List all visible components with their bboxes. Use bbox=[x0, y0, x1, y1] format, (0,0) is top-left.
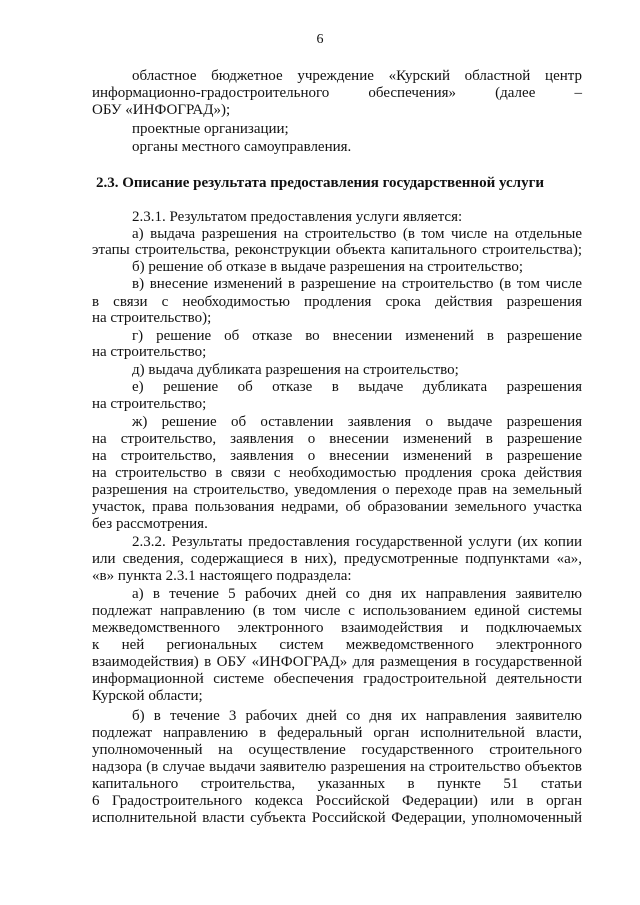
text-line: подлежат направлению в федеральный орган исполнительной власти, bbox=[92, 725, 582, 741]
text-line: к ней региональных систем межведомственного электронного bbox=[92, 637, 582, 653]
text-line: на строительство, заявления о внесении изменений в разрешение bbox=[92, 431, 582, 447]
text-line: без рассмотрения. bbox=[92, 516, 208, 532]
text-line: на строительство; bbox=[92, 396, 207, 412]
text-line: этапы строительства, реконструкции объекта капитального строительства); bbox=[92, 242, 582, 258]
text-line: информационно-градостроительного обеспечения» (далее – bbox=[92, 85, 582, 101]
text-line: е) решение об отказе в выдаче дубликата разрешения bbox=[132, 379, 582, 395]
text-line: межведомственного электронного взаимодействия и подключаемых bbox=[92, 620, 582, 636]
text-line: или сведения, содержащиеся в них), предусмотренные подпунктами «а», bbox=[92, 551, 582, 567]
text-line: ОБУ «ИНФОГРАД»); bbox=[92, 102, 231, 118]
page-number: 6 bbox=[316, 32, 324, 47]
section-heading: 2.3. Описание результата предоставления государственной услуги bbox=[95, 175, 545, 191]
text-line: органы местного самоуправления. bbox=[132, 139, 352, 155]
text-line: 2.3.1. Результатом предоставления услуги является: bbox=[132, 209, 463, 225]
text-line: разрешения на строительство, уведомления о переходе прав на земельный bbox=[92, 482, 582, 498]
text-line: а) выдача разрешения на строительство (в том числе на отдельные bbox=[132, 226, 582, 242]
text-line: капитального строительства, указанных в пункте 51 статьи bbox=[92, 776, 582, 792]
text-line: уполномоченный на осуществление государственного строительного bbox=[92, 742, 582, 758]
text-line: надзора (в случае выдачи заявителю разрешения на строительство объектов bbox=[92, 759, 582, 775]
text-line: взаимодействия) в ОБУ «ИНФОГРАД» для размещения в государственной bbox=[92, 654, 582, 670]
text-line: информационной системе обеспечения градостроительной деятельности bbox=[92, 671, 582, 687]
text-line: проектные организации; bbox=[132, 121, 289, 137]
text-line: 2.3.2. Результаты предоставления государственной услуги (их копии bbox=[132, 534, 582, 550]
text-line: в связи с необходимостью продления срока действия разрешения bbox=[92, 294, 582, 310]
text-line: а) в течение 5 рабочих дней со дня их направления заявителю bbox=[132, 586, 582, 602]
text-line: на строительство; bbox=[92, 344, 207, 360]
text-line: «в» пункта 2.3.1 настоящего подраздела: bbox=[92, 568, 352, 584]
text-line: подлежат направлению (в том числе с использованием единой системы bbox=[92, 603, 582, 619]
text-line: на строительство в связи с необходимостью продления срока действия bbox=[92, 465, 582, 481]
text-line: д) выдача дубликата разрешения на строительство; bbox=[132, 362, 459, 378]
text-line: на строительство, заявления о внесении изменений в разрешение bbox=[92, 448, 582, 464]
text-line: участок, права пользования недрами, об образовании земельного участка bbox=[92, 499, 582, 515]
text-line: в) внесение изменений в разрешение на строительство (в том числе bbox=[132, 276, 582, 292]
text-line: исполнительной власти субъекта Российской Федерации, уполномоченный bbox=[92, 810, 582, 826]
text-line: 6 Градостроительного кодекса Российской Федерации) или в орган bbox=[92, 793, 582, 809]
text-line: г) решение об отказе во внесении изменений в разрешение bbox=[132, 328, 582, 344]
text-line: ж) решение об оставлении заявления о выдаче разрешения bbox=[132, 414, 582, 430]
text-line: на строительство); bbox=[92, 310, 212, 326]
text-line: б) в течение 3 рабочих дней со дня их направления заявителю bbox=[132, 708, 582, 724]
text-line: Курской области; bbox=[92, 688, 203, 704]
text-line: б) решение об отказе в выдаче разрешения на строительство; bbox=[132, 259, 524, 275]
text-line: областное бюджетное учреждение «Курский областной центр bbox=[132, 68, 582, 84]
